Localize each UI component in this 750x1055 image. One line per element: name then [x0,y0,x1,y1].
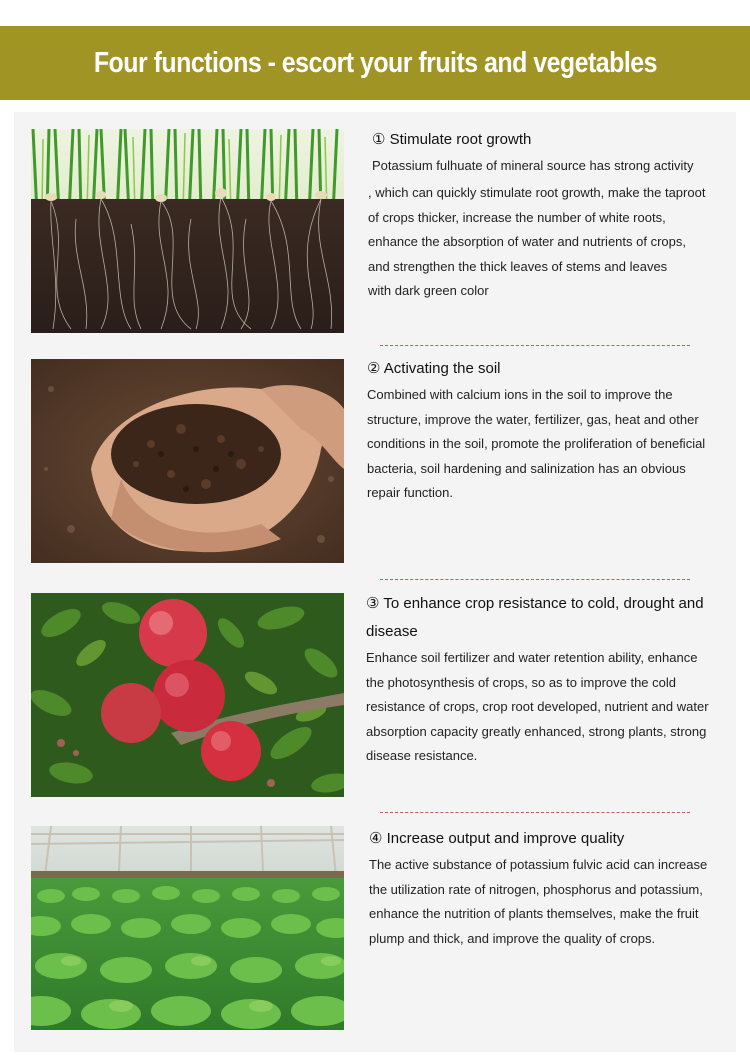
section-3-line: disease resistance. [366,748,478,763]
section-1-line: enhance the absorption of water and nutrients of crops, [368,234,686,249]
section-2-heading: ② Activating the soil [367,360,501,377]
section-1-line: of crops thicker, increase the number of white roots, [368,209,666,225]
section-4-line: plump and thick, and improve the quality of crops. [369,930,656,946]
section-3-heading: ③ To enhance crop resistance to cold, drought and [366,595,704,612]
section-4-line: The active substance of potassium fulvic acid can increase [369,857,708,872]
section-2-line: repair function. [367,485,453,500]
section-4-line: the utilization rate of nitrogen, phosphorus and potassium, [369,881,703,897]
title-banner [0,26,750,100]
section-3-heading-cont: disease [366,623,418,640]
page-title: Four functions - escort your fruits and vegetables [93,46,657,79]
section-2-line: Combined with calcium ions in the soil to improve the [367,387,673,402]
section-3-text [366,590,736,769]
section-3-line: Enhance soil fertilizer and water retention ability, enhance [366,650,698,665]
hands-holding-soil-photo [31,359,344,563]
section-4-heading: ④ Increase output and improve quality [369,830,625,847]
red-apples-on-branch-photo [31,593,344,797]
section-3-line: the photosynthesis of crops, so as to improve the cold [366,674,677,690]
section-4-text [369,825,739,951]
section-2-text [367,355,737,506]
section-4-line: enhance the nutrition of plants themselves, make the fruit [369,906,699,921]
section-1-text [372,126,742,179]
section-1-body [368,181,738,304]
section-2-line: conditions in the soil, promote the proliferation of beneficial [367,436,706,451]
section-1-line: Potassium fulhuate of mineral source has strong activity [372,158,694,173]
section-divider [380,812,690,813]
section-divider [380,579,690,580]
section-2-line: structure, improve the water, fertilizer, gas, heat and other [367,411,699,427]
section-1-line: with dark green color [368,283,489,298]
section-1-heading: ① Stimulate root growth [372,131,532,148]
roots-in-soil-photo [31,129,344,333]
section-2-line: bacteria, soil hardening and salinization has an obvious [367,460,686,476]
section-1-line: , which can quickly stimulate root growth, make the taproot [368,185,706,200]
section-3-line: resistance of crops, crop root developed, nutrient and water [366,699,709,714]
section-1-line: and strengthen the thick leaves of stems and leaves [368,258,668,274]
section-divider [380,345,690,346]
greenhouse-vegetables-photo [31,826,344,1030]
section-3-line: absorption capacity greatly enhanced, strong plants, strong [366,723,707,739]
